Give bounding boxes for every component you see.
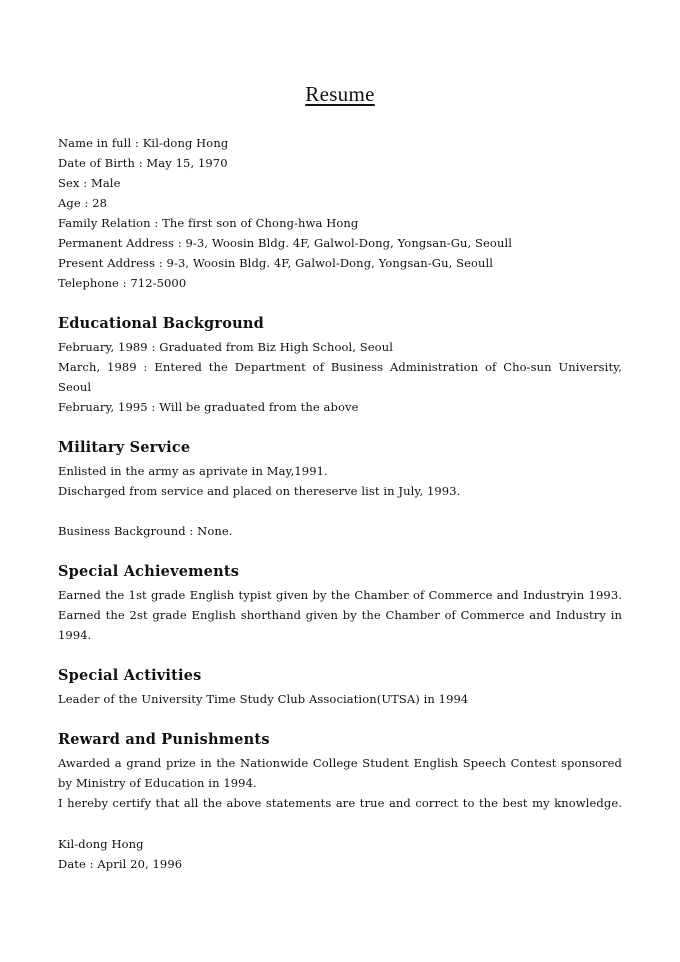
reward-line-1: Awarded a grand prize in the Nationwide College Student English Speech Contest sponsored [58, 756, 622, 770]
signature-date: Date : April 20, 1996 [58, 857, 183, 871]
achievements-line-1: Earned the 1st grade English typist given by the Chamber of Commerce and Industryin 1993. [58, 588, 622, 602]
military-heading: Military Service [58, 439, 191, 456]
certification-statement: I hereby certify that all the above statements are true and correct to the best my knowledge. [58, 796, 622, 810]
education-line-1: February, 1989 : Graduated from Biz High School, Seoul [58, 340, 393, 354]
military-line-2: Discharged from service and placed on thereserve list in July, 1993. [58, 484, 461, 498]
family-relation-line: Family Relation : The first son of Chong-hwa Hong [58, 216, 359, 230]
name-line: Name in full : Kil-dong Hong [58, 136, 229, 150]
business-background-line: Business Background : None. [58, 524, 233, 538]
permanent-address-line: Permanent Address : 9-3, Woosin Bldg. 4F, Galwol-Dong, Yongsan-Gu, Seoull [58, 236, 513, 250]
dob-line: Date of Birth : May 15, 1970 [58, 156, 228, 170]
signature-name: Kil-dong Hong [58, 837, 144, 851]
achievements-line-2: Earned the 2st grade English shorthand given by the Chamber of Commerce and Industry in [58, 608, 622, 622]
education-line-2-cont: Seoul [58, 380, 92, 394]
achievements-line-2-cont: 1994. [58, 628, 92, 642]
education-line-3: February, 1995 : Will be graduated from the above [58, 400, 359, 414]
reward-heading: Reward and Punishments [58, 731, 270, 748]
education-line-2: March, 1989 : Entered the Department of Business Administration of Cho-sun University, [58, 360, 622, 374]
activities-heading: Special Activities [58, 667, 202, 684]
achievements-heading: Special Achievements [58, 563, 240, 580]
reward-line-1-cont: by Ministry of Education in 1994. [58, 776, 257, 790]
military-line-1: Enlisted in the army as aprivate in May,1991. [58, 464, 328, 478]
page-title: Resume [305, 82, 375, 106]
present-address-line: Present Address : 9-3, Woosin Bldg. 4F, Galwol-Dong, Yongsan-Gu, Seoull [58, 256, 494, 270]
sex-line: Sex : Male [58, 176, 121, 190]
age-line: Age : 28 [58, 196, 108, 210]
education-heading: Educational Background [58, 315, 264, 332]
telephone-line: Telephone : 712-5000 [58, 276, 187, 290]
activities-line-1: Leader of the University Time Study Club Association(UTSA) in 1994 [58, 692, 469, 706]
